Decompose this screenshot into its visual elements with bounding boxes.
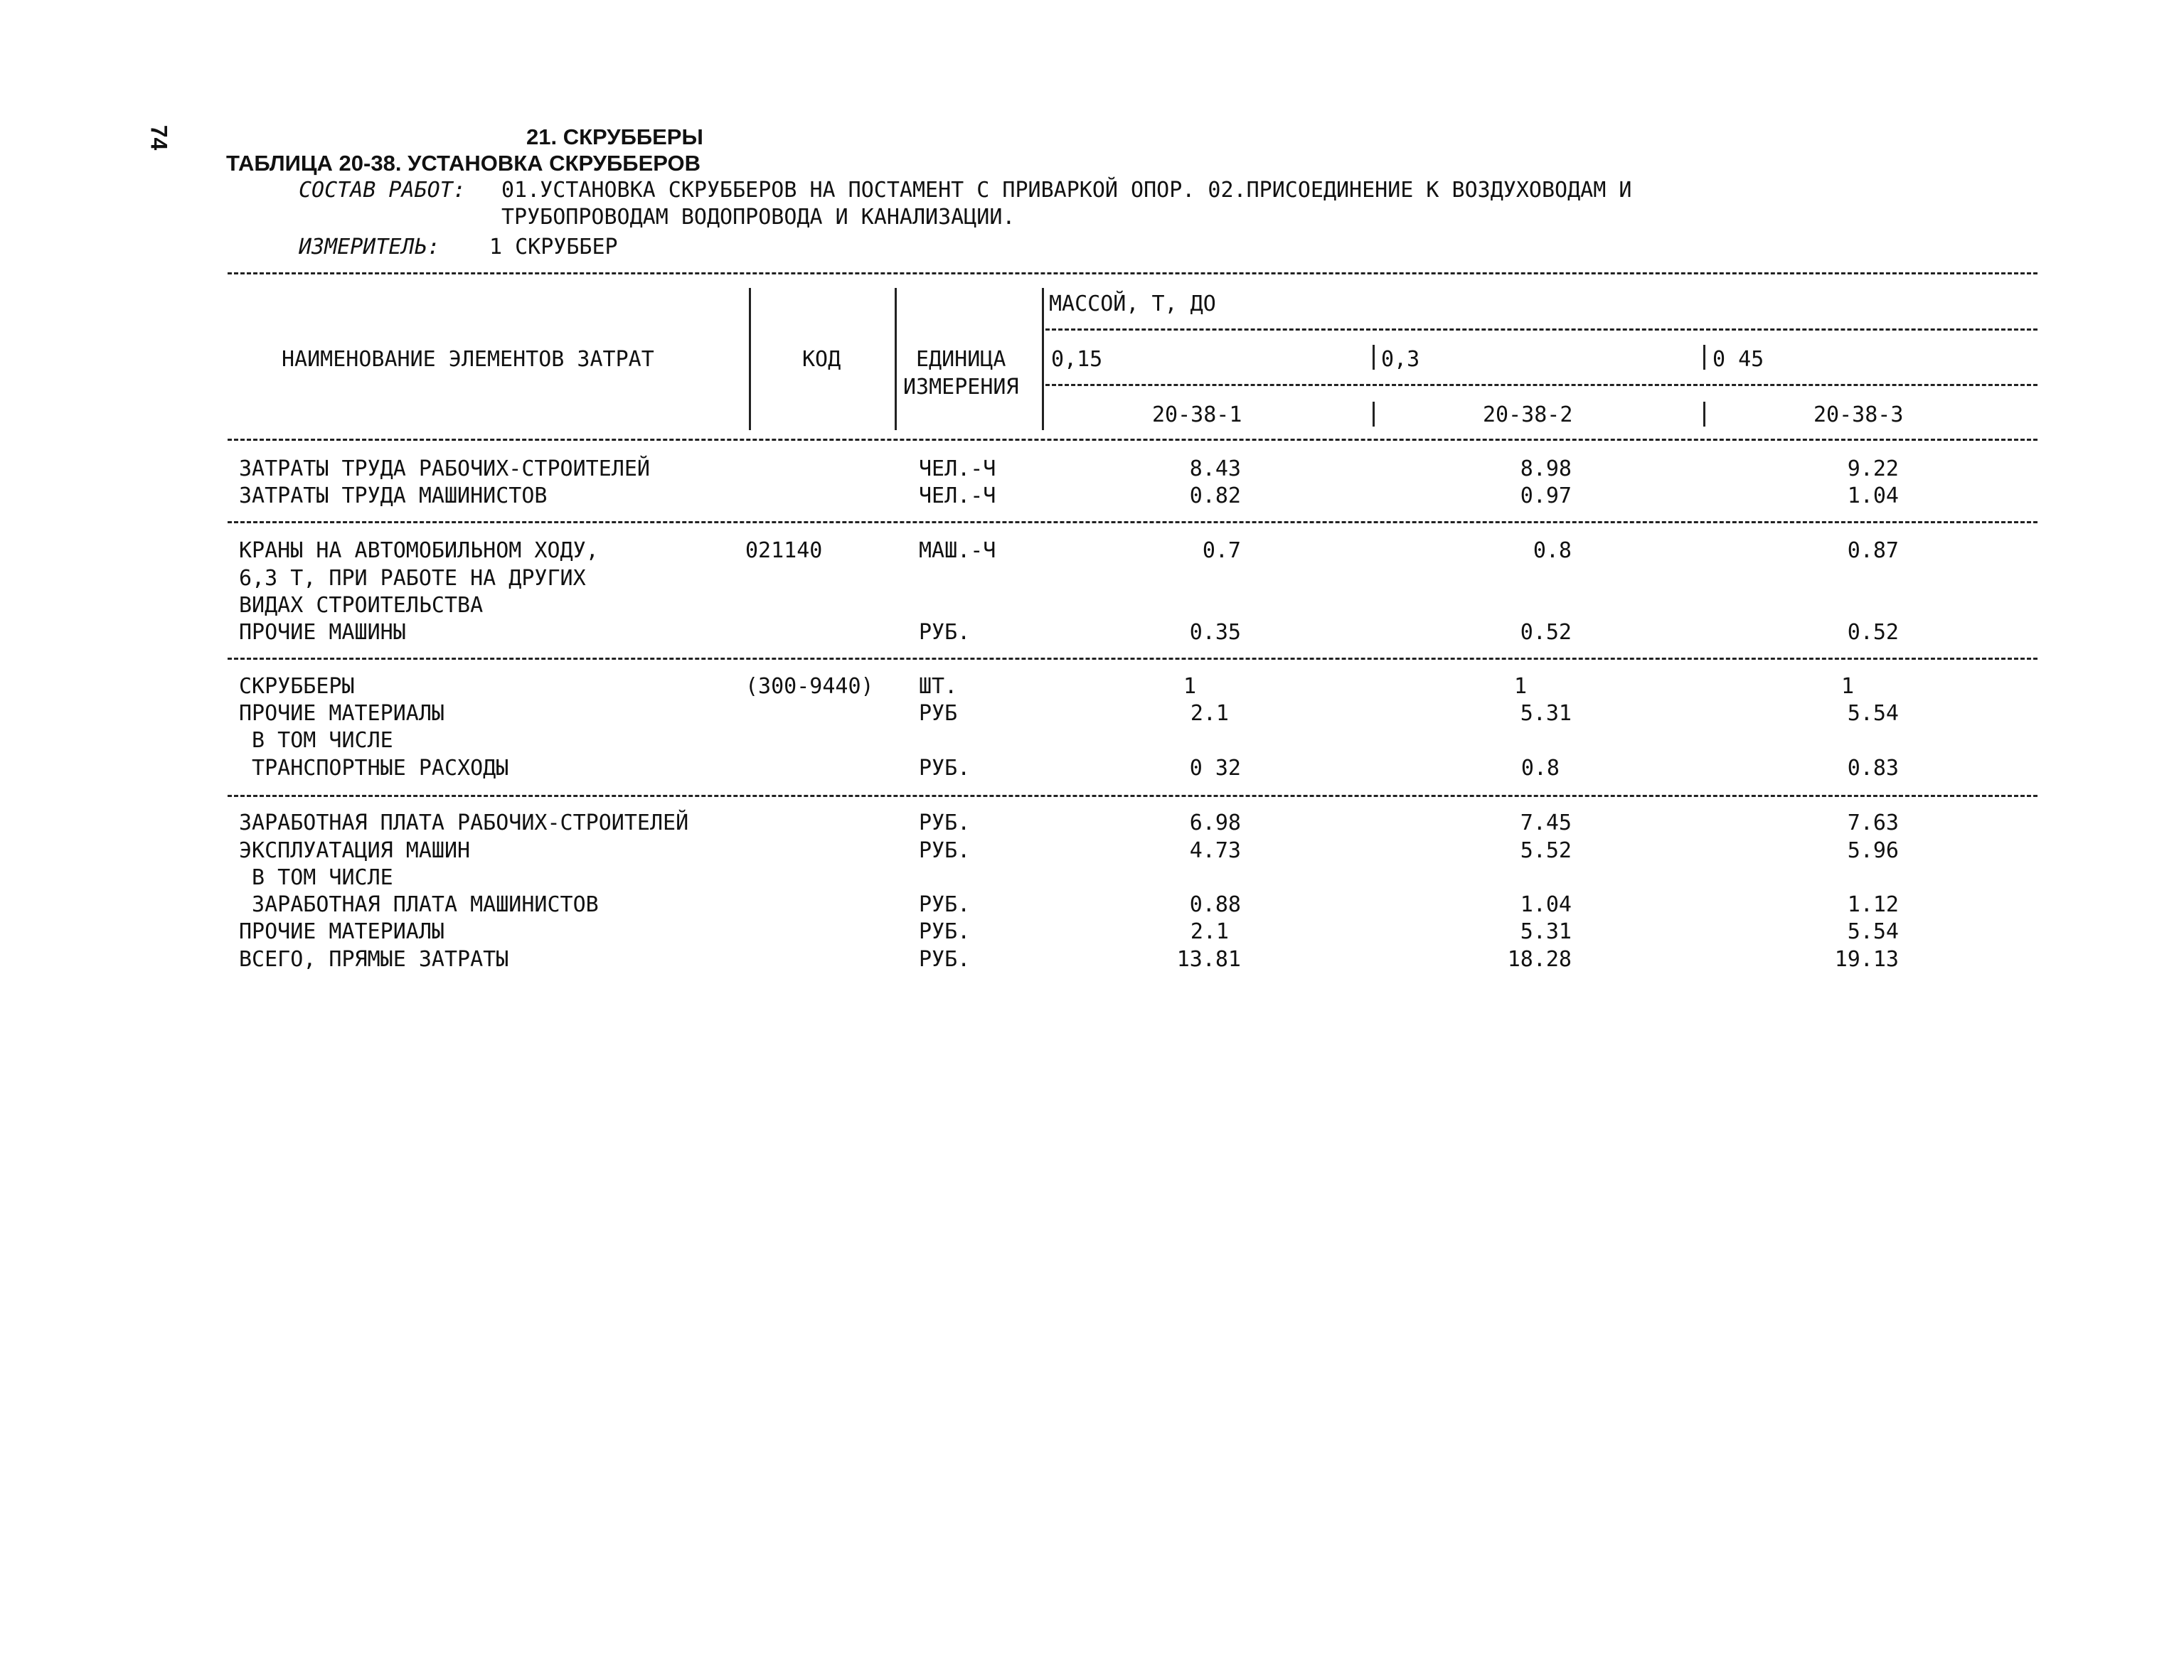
row-value-2: 0.97 bbox=[1520, 483, 1572, 508]
header-divider-name bbox=[749, 288, 751, 430]
row-value-2: 5.31 bbox=[1520, 919, 1572, 944]
header-code-2: 20-38-2 bbox=[1483, 402, 1573, 427]
row-value-3: 0.52 bbox=[1847, 620, 1899, 645]
row-value-1: 0.88 bbox=[1189, 892, 1241, 917]
header-unit-2: ИЗМЕРЕНИЯ bbox=[903, 375, 1019, 400]
row-name: ПРОЧИЕ МАТЕРИАЛЫ bbox=[239, 701, 444, 726]
row-value-3: 0.87 bbox=[1847, 538, 1899, 563]
header-divider-code bbox=[895, 288, 897, 430]
row-value-1: 4.73 bbox=[1189, 838, 1241, 863]
row-unit: ЧЕЛ.-Ч bbox=[919, 456, 996, 481]
row-value-1: 0.35 bbox=[1189, 620, 1241, 645]
row-value-2: 0.8 bbox=[1533, 538, 1572, 563]
row-unit: РУБ. bbox=[919, 756, 971, 781]
row-unit: МАШ.-Ч bbox=[919, 538, 996, 563]
row-value-3: 5.54 bbox=[1847, 919, 1899, 944]
row-value-1: 0 32 bbox=[1189, 756, 1241, 781]
row-value-1: 8.43 bbox=[1189, 456, 1241, 481]
header-mass-1: 0,15 bbox=[1051, 347, 1103, 372]
header-divider-unit bbox=[1042, 288, 1044, 430]
row-value-3: 7.63 bbox=[1847, 810, 1899, 835]
group-rule-3 bbox=[228, 795, 2037, 797]
row-unit: РУБ. bbox=[919, 620, 971, 645]
row-name: ВСЕГО, ПРЯМЫЕ ЗАТРАТЫ bbox=[239, 947, 509, 972]
row-value-1: 0.82 bbox=[1189, 483, 1241, 508]
mass-rule bbox=[1045, 328, 2037, 331]
row-value-2: 18.28 bbox=[1507, 947, 1572, 972]
row-value-1: 1 bbox=[1183, 674, 1196, 699]
row-name: ТРАНСПОРТНЫЕ РАСХОДЫ bbox=[239, 756, 509, 781]
row-value-3: 1 bbox=[1841, 674, 1854, 699]
row-name: ЗАТРАТЫ ТРУДА РАБОЧИХ-СТРОИТЕЛЕЙ bbox=[239, 456, 650, 481]
row-value-2: 5.31 bbox=[1520, 701, 1572, 726]
row-name: В ТОМ ЧИСЛЕ bbox=[239, 865, 393, 890]
row-value-2: 8.98 bbox=[1520, 456, 1572, 481]
row-unit: ЧЕЛ.-Ч bbox=[919, 483, 996, 508]
header-mass-2: 0,3 bbox=[1381, 347, 1420, 372]
row-name: СКРУББЕРЫ bbox=[239, 674, 355, 699]
row-value-3: 0.83 bbox=[1847, 756, 1899, 781]
measure-label: ИЗМЕРИТЕЛЬ: bbox=[299, 235, 440, 260]
page-number: 74 bbox=[146, 124, 172, 151]
row-name: ПРОЧИЕ МАТЕРИАЛЫ bbox=[239, 919, 444, 944]
row-name: В ТОМ ЧИСЛЕ bbox=[239, 728, 393, 753]
row-name: ЭКСПЛУАТАЦИЯ МАШИН bbox=[239, 838, 471, 863]
row-name: ЗАРАБОТНАЯ ПЛАТА МАШИНИСТОВ bbox=[239, 892, 599, 917]
header-name: НАИМЕНОВАНИЕ ЭЛЕМЕНТОВ ЗАТРАТ bbox=[282, 347, 654, 372]
row-value-2: 5.52 bbox=[1520, 838, 1572, 863]
table-title: ТАБЛИЦА 20-38. УСТАНОВКА СКРУББЕРОВ bbox=[226, 151, 701, 176]
header-mass-label: МАССОЙ, Т, ДО bbox=[1049, 291, 1216, 316]
work-label: СОСТАВ РАБОТ: bbox=[299, 178, 466, 203]
work-line-1: 01.УСТАНОВКА СКРУББЕРОВ НА ПОСТАМЕНТ С ПРИВАРКОЙ ОПОР. 02.ПРИСОЕДИНЕНИЕ К ВОЗДУХОВОДАМ И bbox=[501, 178, 1632, 203]
row-value-3: 1.04 bbox=[1847, 483, 1899, 508]
row-value-2: 7.45 bbox=[1520, 810, 1572, 835]
mass-values-rule bbox=[1045, 384, 2037, 386]
row-value-3: 19.13 bbox=[1834, 947, 1899, 972]
header-divider-code-2 bbox=[1703, 402, 1705, 427]
row-value-1: 13.81 bbox=[1176, 947, 1241, 972]
row-value-3: 1.12 bbox=[1847, 892, 1899, 917]
row-unit: РУБ bbox=[919, 701, 958, 726]
row-name: 6,3 Т, ПРИ РАБОТЕ НА ДРУГИХ bbox=[239, 566, 586, 591]
row-unit: РУБ. bbox=[919, 892, 971, 917]
row-value-2: 0.8 bbox=[1520, 756, 1560, 781]
header-code-1: 20-38-1 bbox=[1152, 402, 1242, 427]
row-value-1: 6.98 bbox=[1189, 810, 1241, 835]
row-unit: РУБ. bbox=[919, 919, 971, 944]
header-divider-code-1 bbox=[1373, 402, 1375, 427]
row-value-1: 2.1 bbox=[1190, 701, 1229, 726]
row-code: 021140 bbox=[745, 538, 823, 563]
row-name: ВИДАХ СТРОИТЕЛЬСТВА bbox=[239, 593, 484, 618]
row-value-3: 5.54 bbox=[1847, 701, 1899, 726]
row-unit: РУБ. bbox=[919, 947, 971, 972]
work-line-2: ТРУБОПРОВОДАМ ВОДОПРОВОДА И КАНАЛИЗАЦИИ. bbox=[501, 205, 1016, 230]
row-unit: РУБ. bbox=[919, 838, 971, 863]
group-rule-1 bbox=[228, 521, 2037, 523]
header-divider-mass-2 bbox=[1703, 345, 1705, 370]
row-unit: РУБ. bbox=[919, 810, 971, 835]
measure-value: 1 СКРУББЕР bbox=[489, 235, 618, 260]
row-value-2: 0.52 bbox=[1520, 620, 1572, 645]
row-value-3: 9.22 bbox=[1847, 456, 1899, 481]
row-name: ЗАТРАТЫ ТРУДА МАШИНИСТОВ bbox=[239, 483, 548, 508]
row-value-2: 1 bbox=[1513, 674, 1527, 699]
header-bottom-rule bbox=[228, 439, 2037, 441]
header-top-rule bbox=[228, 272, 2037, 274]
row-value-1: 0.7 bbox=[1202, 538, 1241, 563]
header-code: КОД bbox=[802, 347, 841, 372]
row-name: КРАНЫ НА АВТОМОБИЛЬНОМ ХОДУ, bbox=[239, 538, 599, 563]
group-rule-2 bbox=[228, 658, 2037, 660]
header-divider-mass-1 bbox=[1373, 345, 1375, 370]
row-value-2: 1.04 bbox=[1520, 892, 1572, 917]
row-unit: ШТ. bbox=[919, 674, 958, 699]
header-code-3: 20-38-3 bbox=[1813, 402, 1904, 427]
row-code: (300-9440) bbox=[745, 674, 874, 699]
row-value-3: 5.96 bbox=[1847, 838, 1899, 863]
header-unit-1: ЕДИНИЦА bbox=[916, 347, 1006, 372]
header-mass-3: 0 45 bbox=[1712, 347, 1764, 372]
row-value-1: 2.1 bbox=[1190, 919, 1229, 944]
row-name: ПРОЧИЕ МАШИНЫ bbox=[239, 620, 406, 645]
section-title: 21. СКРУББЕРЫ bbox=[526, 124, 703, 149]
row-name: ЗАРАБОТНАЯ ПЛАТА РАБОЧИХ-СТРОИТЕЛЕЙ bbox=[239, 810, 689, 835]
